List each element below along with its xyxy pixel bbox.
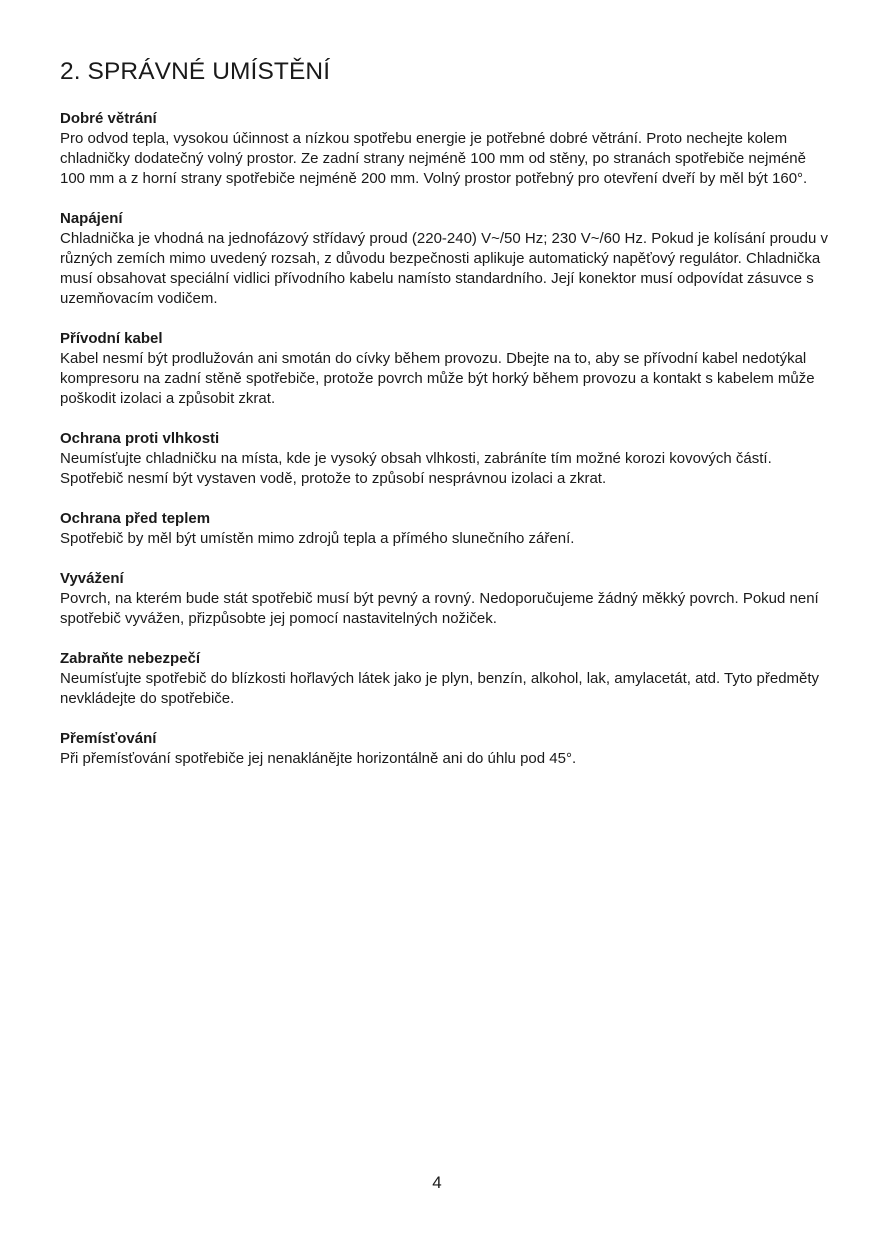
section-body: Neumísťujte chladničku na místa, kde je vysoký obsah vlhkosti, zabráníte tím možné korozi kovových částí. Spotřebič nesmí být vystaven vodě, protože to způsobí nesprávnou izolaci a zkrat. bbox=[60, 450, 772, 487]
section-heading: Napájení bbox=[60, 210, 123, 227]
section-body: Povrch, na kterém bude stát spotřebič musí být pevný a rovný. Nedoporučujeme žádný měkký povrch. Pokud není spotřebič vyvážen, přizpůsobte jej pomocí nastavitelných nožiček. bbox=[60, 590, 819, 627]
section-heading: Ochrana před teplem bbox=[60, 510, 211, 527]
section-body: Spotřebič by měl být umístěn mimo zdrojů tepla a přímého slunečního záření. bbox=[60, 530, 575, 547]
section-heat-protection bbox=[60, 509, 830, 549]
section-moisture-protection bbox=[60, 429, 830, 489]
section-good-ventilation bbox=[60, 109, 830, 189]
section-body: Chladnička je vhodná na jednofázový střídavý proud (220-240) V~/50 Hz; 230 V~/60 Hz. Pokud je kolísání proudu v různých zemích mimo uvedený rozsah, z důvodu bezpečnosti aplikuje automatický napěťový regulátor. Chladnička musí obsahovat speciální vidlici přívodního kabelu namísto standardního. Její konektor musí odpovídat zásuvce s uzemňovacím vodičem. bbox=[60, 230, 828, 307]
section-body: Pro odvod tepla, vysokou účinnost a nízkou spotřebu energie je potřebné dobré větrání. Proto nechejte kolem chladničky dodatečný volný prostor. Ze zadní strany nejméně 100 mm od stěny, po stranách spotřebiče nejméně 100 mm a z horní strany spotřebiče nejméně 200 mm. Volný prostor potřebný pro otevření dveří by měl být 160°. bbox=[60, 130, 808, 187]
section-heading: Dobré větrání bbox=[60, 110, 157, 127]
section-body: Při přemísťování spotřebiče jej nenaklánějte horizontálně ani do úhlu pod 45°. bbox=[60, 750, 577, 767]
page-number: 4 bbox=[432, 1173, 442, 1192]
section-heading: Přívodní kabel bbox=[60, 330, 163, 347]
section-heading: Zabraňte nebezpečí bbox=[60, 650, 201, 667]
section-power-supply bbox=[60, 209, 830, 309]
section-power-cable bbox=[60, 329, 830, 409]
section-body: Kabel nesmí být prodlužován ani smotán do cívky během provozu. Dbejte na to, aby se přívodní kabel nedotýkal kompresoru na zadní stěně spotřebiče, protože povrch může být horký během provozu a kontakt s kabelem může poškodit izolaci a způsobit zkrat. bbox=[60, 350, 815, 407]
section-heading: Vyvážení bbox=[60, 570, 124, 587]
section-heading: Ochrana proti vlhkosti bbox=[60, 430, 220, 447]
section-leveling bbox=[60, 569, 830, 629]
page-title: 2. SPRÁVNÉ UMÍSTĚNÍ bbox=[60, 58, 331, 85]
section-avoid-danger bbox=[60, 649, 830, 709]
document-page bbox=[60, 56, 830, 789]
section-body: Neumísťujte spotřebič do blízkosti hořlavých látek jako je plyn, benzín, alkohol, lak, amylacetát, atd. Tyto předměty nevkládejte do spotřebiče. bbox=[60, 670, 820, 707]
section-relocation bbox=[60, 729, 830, 769]
section-heading: Přemísťování bbox=[60, 730, 157, 747]
